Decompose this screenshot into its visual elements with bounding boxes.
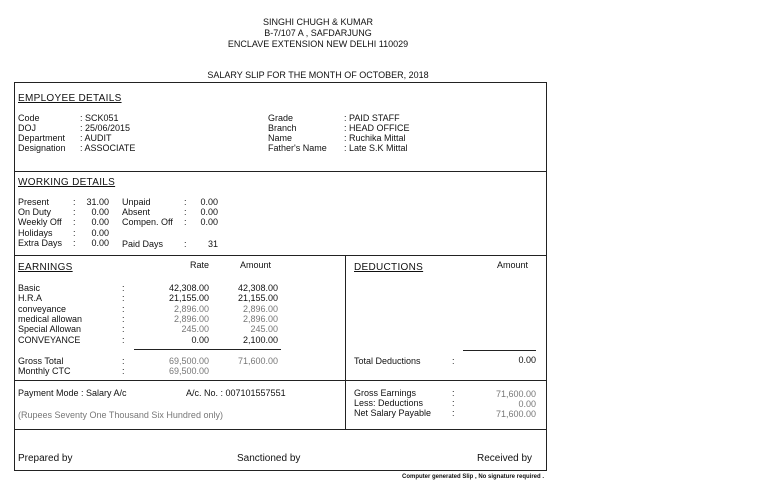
work-absent-colon: : (184, 207, 187, 217)
divider-employee (14, 171, 546, 172)
employee-details-title: EMPLOYEE DETAILS (18, 93, 122, 104)
emp-code-label: Code (18, 113, 40, 123)
emp-grade-label: Grade (268, 113, 294, 123)
total-deductions-colon: : (452, 356, 455, 366)
earning-colon: : (122, 304, 125, 314)
account-number: A/c. No. : 007101557551 (186, 388, 286, 398)
earning-colon: : (122, 314, 125, 324)
company-address-line1: B-7/107 A , SAFDARJUNG (264, 28, 372, 38)
monthly-ctc-colon: : (122, 366, 125, 376)
work-weeklyoff-value: 0.00 (91, 217, 109, 227)
earning-amount: 2,100.00 (242, 335, 278, 345)
deductions-total-rule (463, 350, 536, 351)
earning-colon: : (122, 335, 125, 345)
net-salary-colon: : (452, 408, 455, 418)
earning-label: medical allowan (18, 314, 83, 324)
emp-branch-label: Branch (268, 123, 297, 133)
total-deductions-label: Total Deductions (354, 356, 421, 366)
gross-earnings-label: Gross Earnings (354, 388, 417, 398)
work-present-label: Present (18, 197, 50, 207)
earning-rate: 21,155.00 (168, 293, 209, 303)
divider-earn-deduct (345, 255, 346, 429)
emp-branch-value: : HEAD OFFICE (344, 123, 410, 133)
work-onduty-label: On Duty (18, 207, 52, 217)
work-holidays-colon: : (73, 228, 76, 238)
emp-father-value: : Late S.K Mittal (344, 143, 408, 153)
amount-in-words: (Rupees Seventy One Thousand Six Hundred only) (18, 410, 223, 420)
received-by: Received by (477, 453, 533, 464)
earning-rate: 0.00 (191, 335, 209, 345)
earning-amount: 42,308.00 (237, 283, 278, 293)
work-absent-label: Absent (122, 207, 151, 217)
earning-label: Basic (18, 283, 41, 293)
work-unpaid-colon: : (184, 197, 187, 207)
sanctioned-by: Sanctioned by (237, 453, 301, 464)
work-present-value: 31.00 (86, 197, 109, 207)
work-unpaid-label: Unpaid (122, 197, 151, 207)
gross-total-label: Gross Total (18, 356, 64, 366)
deductions-title: DEDUCTIONS (354, 262, 424, 273)
less-deductions-value: 0.00 (518, 399, 536, 409)
less-deductions-colon: : (452, 398, 455, 408)
gross-earnings-value: 71,600.00 (495, 389, 536, 399)
earning-rate: 2,896.00 (173, 314, 209, 324)
emp-code-value: : SCK051 (80, 113, 119, 123)
emp-grade-value: : PAID STAFF (344, 113, 400, 123)
divider-working (14, 255, 546, 256)
work-unpaid-value: 0.00 (200, 197, 218, 207)
emp-name-label: Name (268, 133, 293, 143)
earning-rate: 42,308.00 (168, 283, 209, 293)
monthly-ctc-rate: 69,500.00 (168, 366, 209, 376)
earning-rate: 2,896.00 (173, 304, 209, 314)
work-compenoff-value: 0.00 (200, 217, 218, 227)
work-compenoff-label: Compen. Off (122, 217, 173, 227)
gross-total-colon: : (122, 356, 125, 366)
earning-label: Special Allowan (18, 324, 82, 334)
earnings-title: EARNINGS (18, 262, 73, 273)
earning-label: conveyance (18, 304, 67, 314)
earning-amount: 245.00 (250, 324, 278, 334)
work-extradays-value: 0.00 (91, 238, 109, 248)
emp-name-value: : Ruchika Mittal (344, 133, 406, 143)
divider-earnings (14, 380, 546, 381)
earning-colon: : (122, 293, 125, 303)
work-weeklyoff-label: Weekly Off (18, 217, 62, 227)
earning-rate: 245.00 (181, 324, 209, 334)
earning-amount: 21,155.00 (237, 293, 278, 303)
earning-amount: 2,896.00 (242, 304, 278, 314)
gross-total-rate: 69,500.00 (168, 356, 209, 366)
earnings-rate-header: Rate (190, 260, 210, 270)
earning-colon: : (122, 324, 125, 334)
emp-department-label: Department (18, 133, 66, 143)
earning-label: CONVEYANCE (18, 335, 81, 345)
gross-total-amount: 71,600.00 (237, 356, 278, 366)
work-present-colon: : (73, 197, 76, 207)
earning-colon: : (122, 283, 125, 293)
work-onduty-colon: : (73, 207, 76, 217)
payment-mode: Payment Mode : Salary A/c (18, 388, 127, 398)
emp-department-value: : AUDIT (80, 133, 112, 143)
work-paiddays-value: 31 (207, 239, 218, 249)
work-holidays-value: 0.00 (91, 228, 109, 238)
work-holidays-label: Holidays (18, 228, 53, 238)
work-extradays-colon: : (73, 238, 76, 248)
work-compenoff-colon: : (184, 217, 187, 227)
total-deductions-value: 0.00 (518, 355, 536, 365)
computer-generated-note: Computer generated Slip , No signature required . (402, 474, 545, 480)
emp-designation-label: Designation (18, 143, 66, 153)
working-details-title: WORKING DETAILS (18, 177, 116, 188)
work-extradays-label: Extra Days (18, 238, 63, 248)
company-address-line2: ENCLAVE EXTENSION NEW DELHI 110029 (227, 39, 409, 49)
less-deductions-label: Less: Deductions (354, 398, 424, 408)
emp-doj-value: : 25/06/2015 (80, 123, 131, 133)
earnings-total-rule (134, 349, 281, 350)
work-weeklyoff-colon: : (73, 217, 76, 227)
divider-payment (14, 429, 546, 430)
work-onduty-value: 0.00 (91, 207, 109, 217)
prepared-by: Prepared by (18, 453, 73, 464)
slip-title: SALARY SLIP FOR THE MONTH OF OCTOBER, 2018 (207, 70, 429, 80)
earnings-amount-header: Amount (240, 260, 272, 270)
earning-label: H.R.A (18, 293, 43, 303)
net-salary-value: 71,600.00 (495, 409, 536, 419)
net-salary-label: Net Salary Payable (354, 408, 432, 418)
emp-designation-value: : ASSOCIATE (80, 143, 136, 153)
company-name: SINGHI CHUGH & KUMAR (262, 17, 373, 27)
emp-doj-label: DOJ (18, 123, 36, 133)
work-paiddays-colon: : (184, 239, 187, 249)
gross-earnings-colon: : (452, 388, 455, 398)
work-paiddays-label: Paid Days (122, 239, 164, 249)
emp-father-label: Father's Name (268, 143, 327, 153)
work-absent-value: 0.00 (200, 207, 218, 217)
monthly-ctc-label: Monthly CTC (18, 366, 71, 376)
deductions-amount-header: Amount (497, 260, 529, 270)
earning-amount: 2,896.00 (242, 314, 278, 324)
